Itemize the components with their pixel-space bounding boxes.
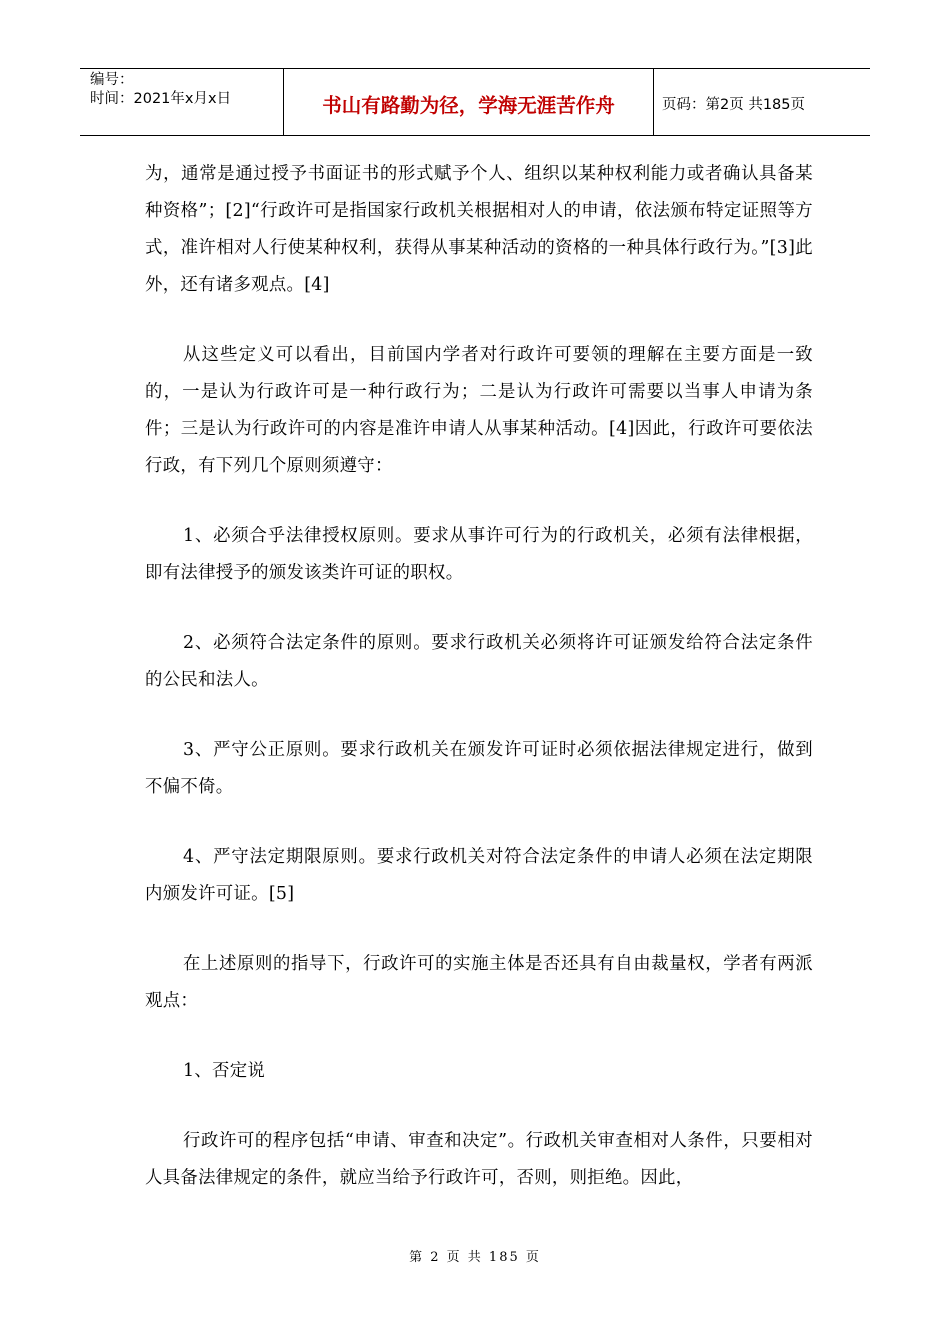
document-time-label: 时间：2021年x月x日 — [90, 91, 232, 107]
header-motto: 书山有路勤为径，学海无涯苦作舟 — [283, 69, 654, 135]
page-footer: 第 2 页 共 185 页 — [409, 1250, 541, 1265]
header-page-info: 页码：第2页 共185页 — [662, 97, 806, 113]
body-paragraph: 1、否定说 — [183, 1061, 266, 1081]
body-paragraph: 从这些定义可以看出，目前国内学者对行政许可要领的理解在主要方面是一致的，一是认为行政许可是一种行政行为；二是认为行政许可需要以当事人申请为条件；三是认为行政许可的内容是准许申请人从事某种活动。[4]因此，行政许可要依法行政，有下列几个原则须遵守： — [145, 345, 813, 476]
body-paragraph: 在上述原则的指导下，行政许可的实施主体是否还具有自由裁量权，学者有两派观点： — [145, 954, 813, 1011]
body-paragraph: 3、严守公正原则。要求行政机关在颁发许可证时必须依据法律规定进行，做到不偏不倚。 — [145, 740, 813, 797]
body-paragraph: 4、严守法定期限原则。要求行政机关对符合法定条件的申请人必须在法定期限内颁发许可证。[5] — [145, 847, 813, 904]
body-paragraph: 2、必须符合法定条件的原则。要求行政机关必须将许可证颁发给符合法定条件的公民和法人。 — [145, 633, 813, 690]
document-number-label: 编号： — [90, 72, 134, 88]
body-paragraph: 为，通常是通过授予书面证书的形式赋予个人、组织以某种权利能力或者确认具备某种资格”；[2]“行政许可是指国家行政机关根据相对人的申请，依法颁布特定证照等方式，准许相对人行使某种权利，获得从事某种活动的资格的一种具体行政行为。”[3]此外，还有诸多观点。[4] — [145, 164, 813, 295]
document-body — [145, 156, 813, 1230]
body-paragraph: 行政许可的程序包括“申请、审查和决定”。行政机关审查相对人条件，只要相对人具备法律规定的条件，就应当给予行政许可，否则，则拒绝。因此， — [145, 1131, 813, 1188]
header-meta — [80, 69, 283, 135]
document-header — [80, 68, 870, 136]
body-paragraph: 1、必须合乎法律授权原则。要求从事许可行为的行政机关，必须有法律根据，即有法律授予的颁发该类许可证的职权。 — [145, 526, 813, 583]
